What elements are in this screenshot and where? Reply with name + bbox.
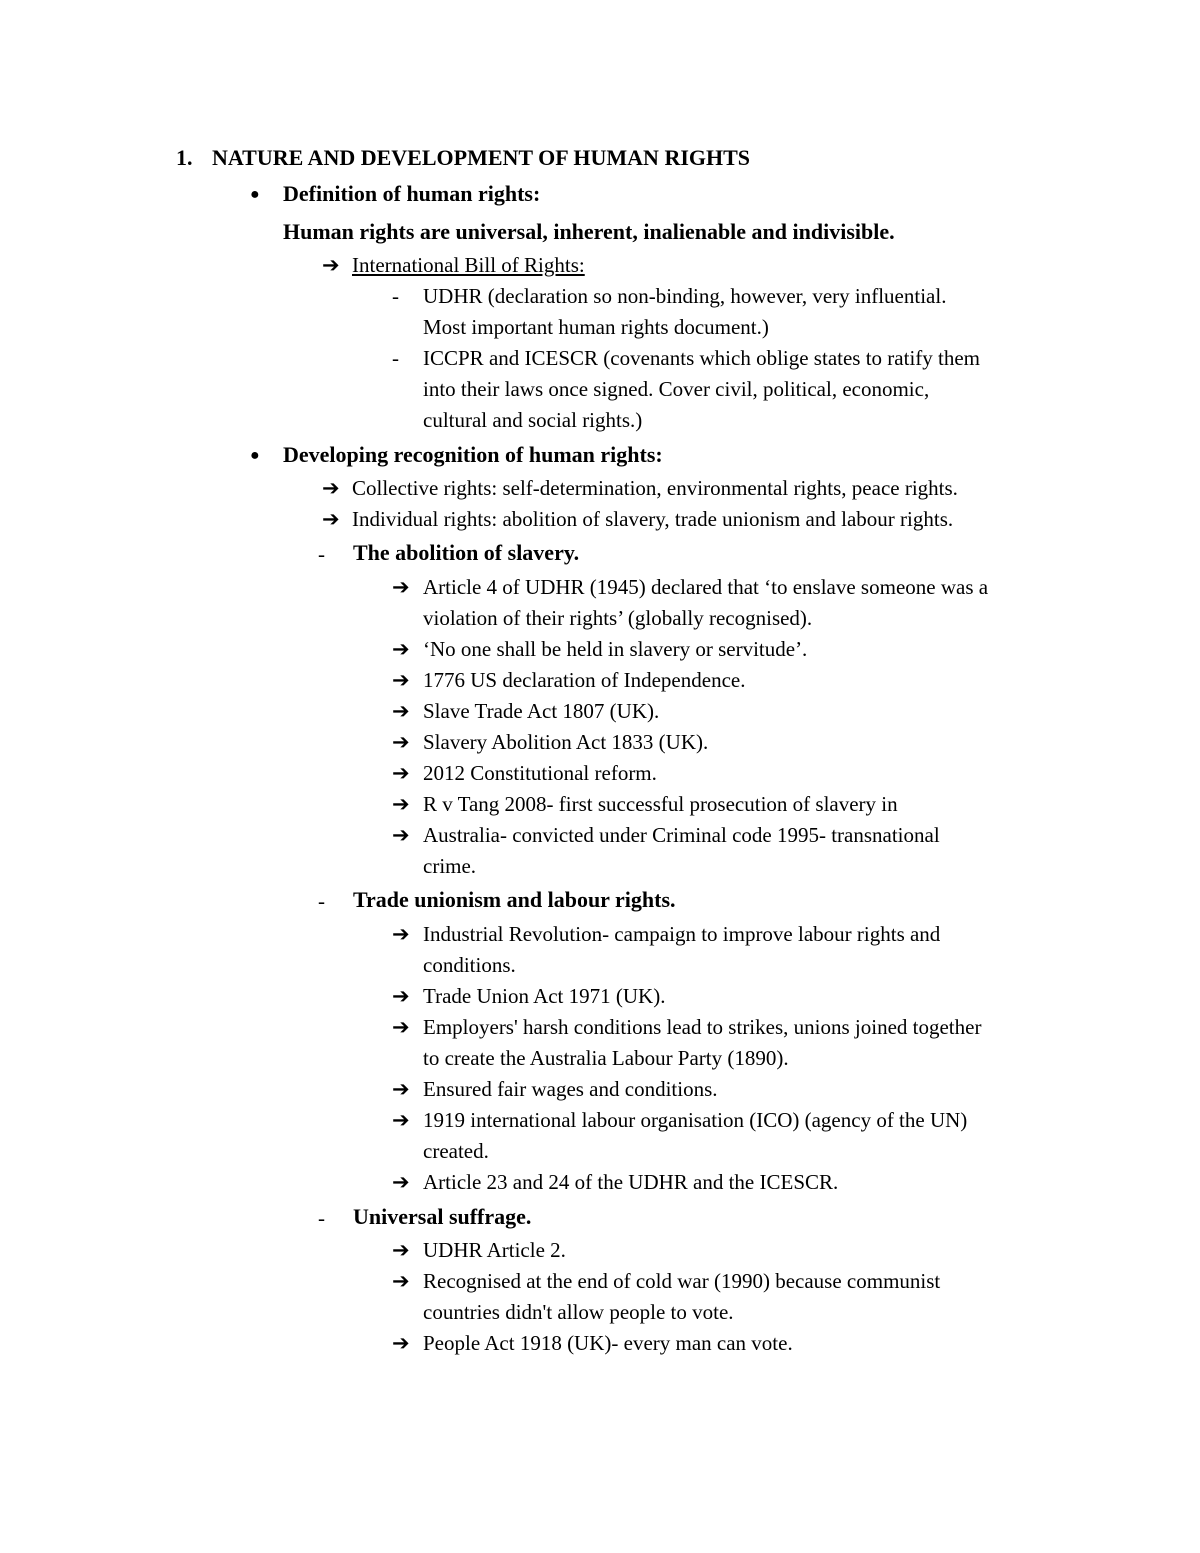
arrow-icon: ➔ — [322, 507, 340, 531]
arrow-icon: ➔ — [392, 575, 410, 599]
arrow-icon: ➔ — [392, 1015, 410, 1039]
list-item: to create the Australia Labour Party (1890). — [423, 1046, 789, 1070]
list-item: Employers' harsh conditions lead to strikes, unions joined together — [423, 1015, 982, 1039]
list-item: crime. — [423, 854, 477, 878]
arrow-icon: ➔ — [322, 253, 340, 277]
list-item: Collective rights: self-determination, environmental rights, peace rights. — [352, 476, 958, 500]
section-title: NATURE AND DEVELOPMENT OF HUMAN RIGHTS — [212, 145, 751, 170]
list-item: R v Tang 2008- first successful prosecution of slavery in — [423, 792, 898, 816]
list-item: ‘No one shall be held in slavery or servitude’. — [423, 637, 808, 661]
arrow-icon: ➔ — [392, 699, 410, 723]
list-item: 1776 US declaration of Independence. — [423, 668, 746, 692]
arrow-icon: ➔ — [392, 1269, 410, 1293]
arrow-icon: ➔ — [392, 823, 410, 847]
arrow-icon: ➔ — [322, 476, 340, 500]
list-item: Industrial Revolution- campaign to improve labour rights and — [423, 922, 941, 946]
slavery-title: The abolition of slavery. — [353, 540, 580, 565]
dash-marker: - — [318, 542, 325, 566]
suffrage-title: Universal suffrage. — [353, 1204, 532, 1229]
arrow-icon: ➔ — [392, 1238, 410, 1262]
list-item: People Act 1918 (UK)- every man can vote. — [423, 1331, 793, 1355]
arrow-icon: ➔ — [392, 922, 410, 946]
recognition-title: Developing recognition of human rights: — [283, 442, 663, 467]
trade-title: Trade unionism and labour rights. — [353, 887, 676, 912]
list-item: cultural and social rights.) — [423, 408, 643, 432]
dash-marker: - — [318, 889, 325, 913]
list-item: Recognised at the end of cold war (1990) because communist — [423, 1269, 941, 1293]
list-item: 2012 Constitutional reform. — [423, 761, 657, 785]
list-item: created. — [423, 1139, 489, 1163]
definition-statement: Human rights are universal, inherent, inalienable and indivisible. — [283, 219, 895, 244]
list-item: violation of their rights’ (globally recognised). — [423, 606, 813, 630]
arrow-icon: ➔ — [392, 761, 410, 785]
list-item: Article 23 and 24 of the UDHR and the ICESCR. — [423, 1170, 839, 1194]
bullet-icon: ● — [250, 447, 260, 464]
arrow-icon: ➔ — [392, 1170, 410, 1194]
list-item: 1919 international labour organisation (ICO) (agency of the UN) — [423, 1108, 968, 1132]
list-item: UDHR (declaration so non-binding, however, very influential. — [423, 284, 947, 308]
arrow-icon: ➔ — [392, 668, 410, 692]
list-item: Slave Trade Act 1807 (UK). — [423, 699, 660, 723]
list-item: Article 4 of UDHR (1945) declared that ‘to enslave someone was a — [423, 575, 989, 599]
list-item: Australia- convicted under Criminal code 1995- transnational — [423, 823, 940, 847]
list-item: conditions. — [423, 953, 516, 977]
section-number: 1. — [176, 145, 193, 170]
list-item: ICCPR and ICESCR (covenants which oblige states to ratify them — [423, 346, 981, 370]
arrow-icon: ➔ — [392, 792, 410, 816]
list-item: Most important human rights document.) — [423, 315, 769, 339]
definition-title: Definition of human rights: — [283, 181, 541, 206]
dash-marker: - — [318, 1206, 325, 1230]
list-item: Trade Union Act 1971 (UK). — [423, 984, 666, 1008]
arrow-icon: ➔ — [392, 637, 410, 661]
list-item: UDHR Article 2. — [423, 1238, 566, 1262]
dash-marker: - — [392, 284, 399, 308]
list-item: into their laws once signed. Cover civil, political, economic, — [423, 377, 930, 401]
list-item: Slavery Abolition Act 1833 (UK). — [423, 730, 709, 754]
arrow-icon: ➔ — [392, 984, 410, 1008]
dash-marker: - — [392, 346, 399, 370]
list-item: Ensured fair wages and conditions. — [423, 1077, 718, 1101]
arrow-icon: ➔ — [392, 1108, 410, 1132]
list-item: countries didn't allow people to vote. — [423, 1300, 734, 1324]
list-item: Individual rights: abolition of slavery, trade unionism and labour rights. — [352, 507, 954, 531]
bullet-icon: ● — [250, 186, 260, 203]
bill-of-rights-label: International Bill of Rights: — [352, 253, 585, 277]
arrow-icon: ➔ — [392, 730, 410, 754]
arrow-icon: ➔ — [392, 1331, 410, 1355]
arrow-icon: ➔ — [392, 1077, 410, 1101]
